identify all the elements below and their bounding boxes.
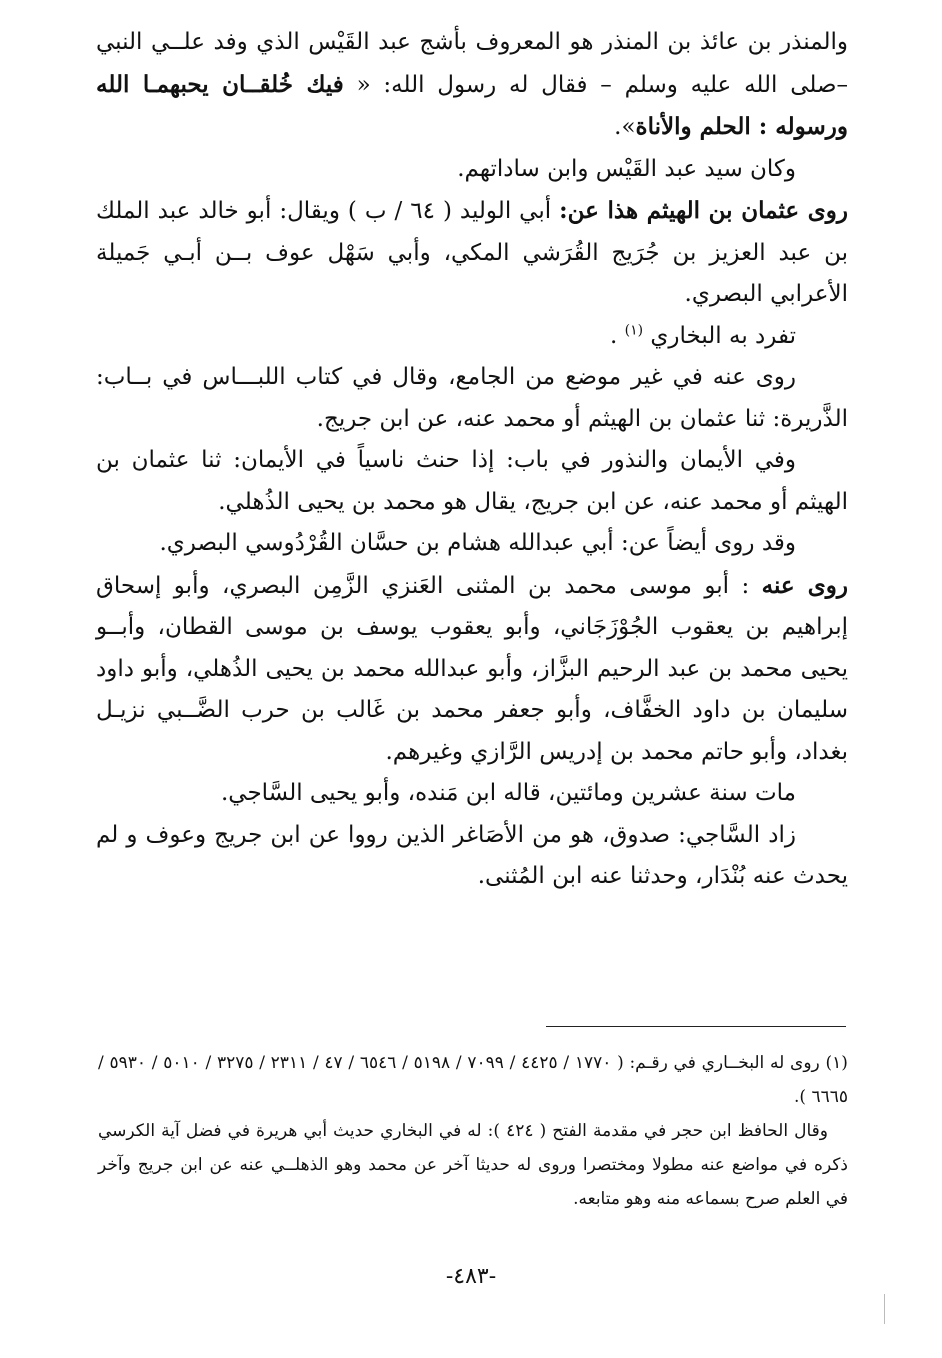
paragraph-aiman: وفي الأيمان والنذور في باب: إذا حنث ناسياً في الأيمان: ثنا عثمان بن الهيثم أو محمد عنه، عن ابن جريج، يقال هو محمد بن يحيى الذُهلي.: [96, 447, 848, 515]
paragraph-tafarrud: [96, 316, 848, 358]
hadith-quote: فيك خُلقــان يحبهمـا الله ورسوله : الحلم والأناة: [96, 70, 848, 140]
tafarrud-text: تفرد به البخاري: [643, 322, 796, 349]
main-text: [96, 22, 848, 898]
narrated-from-text: أبي الوليد ( ٦٤ / ب ) ويقال: أبو خالد عبد الملك بن عبد العزيز بن جُرَيج القُرَشي المكي، وأبي سَهْل عوف بــن أبـي جَميلة الأعرابي البصري.: [96, 198, 848, 307]
footnote-1: (١) روى له البخــاري في رقـم: ( ١٧٧٠ / ٤٤٢٥ / ٧٠٩٩ / ٥١٩٨ / ٦٥٤٦ / ٤٧ / ٢٣١١ / ٣٢٧٥ / ٥٠١٠ / ٥٩٣٠ / ٦٦٦٥ ).: [98, 1053, 848, 1107]
narrated-from-heading: روى عثمان بن الهيثم هذا عن:: [559, 197, 849, 224]
footnote-ref-1[interactable]: (١): [624, 321, 644, 338]
quote-close: ».: [614, 114, 636, 140]
narrated-by-text: : أبو موسى محمد بن المثنى العَنزي الزَّمِن البصري، وأبو إسحاق إبراهيم بن يعقوب الجُوْزَجَاني، وأبو يعقوب يوسف بن موسى القطان، وأبــو يحيى محمد بن عبد الرحيم البزَّاز، وأبو عبدالله محمد بن يحيى الذُهلي، وأبو داود سليمان بن داود الخفَّاف، وأبو جعفر محمد بن غَالب بن حرب الضَّــبي نزيـل بغداد، وأبو حاتم محمد بن إدريس الرَّازي وغيرهم.: [96, 572, 848, 765]
paragraph-jami: روى عنه في غير موضع من الجامع، وقال في كتاب اللبـــاس في بــاب: الذَّريرة: ثنا عثمان بن الهيثم أو محمد عنه، عن ابن جريج.: [96, 364, 848, 432]
paragraph-narrated-by: [96, 565, 848, 774]
page-number: -٤٨٣-: [445, 1264, 497, 1289]
footnote-divider: [546, 1026, 846, 1027]
paragraph-death: مات سنة عشرين ومائتين، قاله ابن مَنده، وأبو يحيى السَّاجي.: [220, 780, 796, 806]
paragraph-mundhir: [96, 22, 848, 149]
narrated-by-heading: روى عنه: [761, 571, 849, 599]
paragraph-mundhir-text: والمنذر بن عائذ بن المنذر هو المعروف بأشج عبد القَيْس الذي وفد علــي النبي –صلى الله عليه وسلم – فقال له رسول الله: «: [96, 29, 849, 98]
tafarrud-end: .: [609, 322, 625, 349]
paragraph-narrated-from: [96, 190, 848, 316]
paragraph-saji: زاد السَّاجي: صدوق، هو من الأصَاغر الذين رووا عن ابن جريج وعوف و لم يحدث عنه بُنْدَار، وحدثنا عنه ابن المُثنى.: [96, 821, 848, 889]
footnotes: [98, 1046, 848, 1216]
scan-mark: [884, 1294, 885, 1324]
paragraph-also-narrated: وقد روى أيضاً عن: أبي عبدالله هشام بن حسَّان القُرْدُوسي البصري.: [159, 530, 796, 556]
paragraph-sayyid: وكان سيد عبد القَيْس وابن ساداتهم.: [457, 155, 796, 182]
footnote-ibn-hajar: وقال الحافظ ابن حجر في مقدمة الفتح ( ٤٢٤ ): له في البخاري حديث أبي هريرة في فضل آية الكرسي ذكره في مواضع عنه مطولا ومختصرا وروى له حديثا آخر عن محمد وهو الذهلــي عنه عن ابن جريج وآخر في العلم صرح بسماعه منه وهو متابعه.: [98, 1121, 848, 1209]
